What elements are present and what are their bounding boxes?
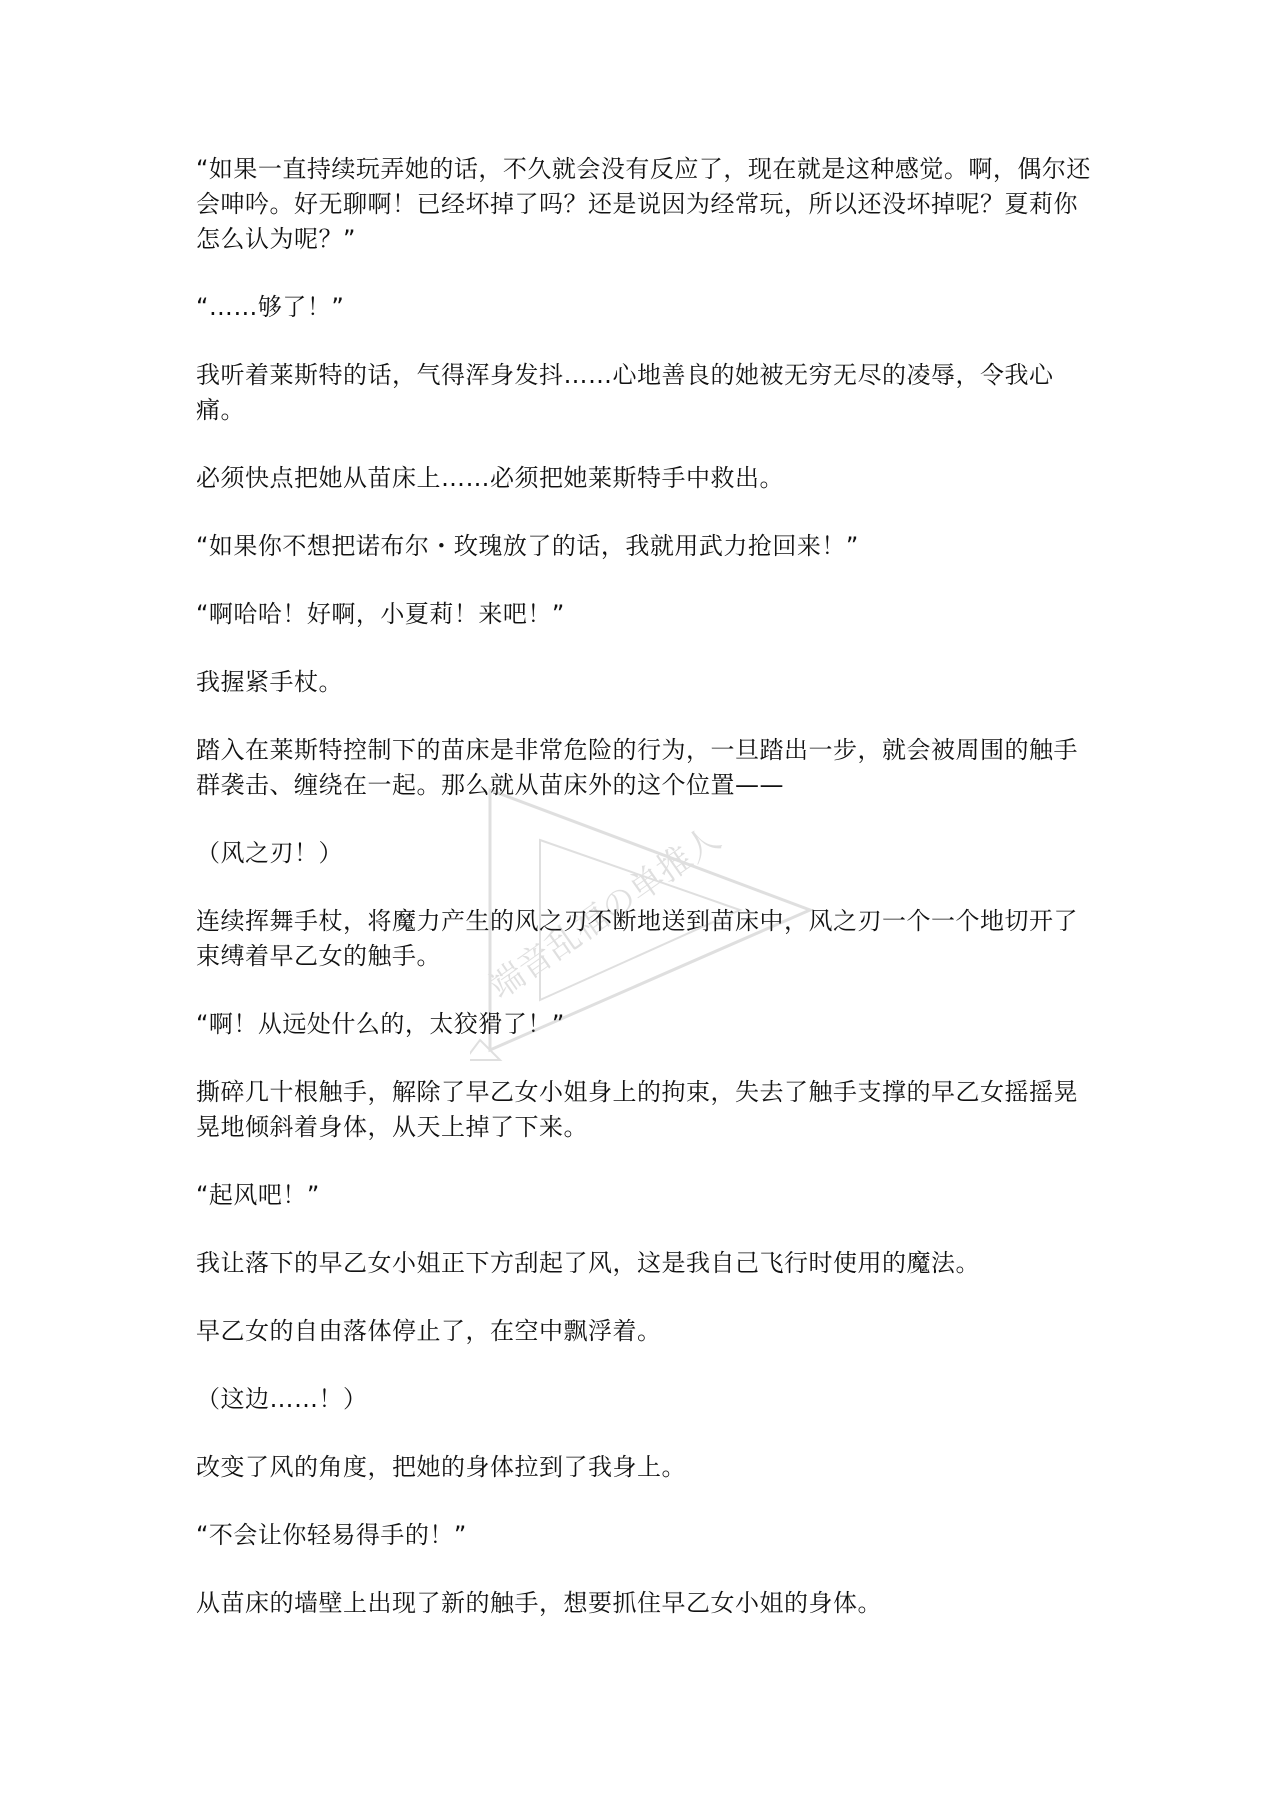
paragraph: 我让落下的早乙女小姐正下方刮起了风，这是我自己飞行时使用的魔法。: [196, 1249, 980, 1277]
paragraph: 踏入在莱斯特控制下的苗床是非常危险的行为，一旦踏出一步，就会被周围的触手群袭击、缠绕在一起。那么就从苗床外的这个位置——: [196, 736, 1078, 799]
watermark-text: 端音乱福の单推人: [482, 818, 728, 1008]
paragraph: 从苗床的墙壁上出现了新的触手，想要抓住早乙女小姐的身体。: [196, 1589, 882, 1617]
paragraph: “起风吧！”: [196, 1181, 320, 1209]
paragraph: 早乙女的自由落体停止了，在空中飘浮着。: [196, 1317, 662, 1345]
paragraph: 我握紧手杖。: [196, 668, 343, 696]
paragraph: 撕碎几十根触手，解除了早乙女小姐身上的拘束，失去了触手支撑的早乙女摇摇晃晃地倾斜着身体，从天上掉了下来。: [196, 1078, 1078, 1141]
paragraph: 连续挥舞手杖，将魔力产生的风之刃不断地送到苗床中，风之刃一个一个地切开了束缚着早乙女的触手。: [196, 907, 1078, 970]
paragraph: （这边……！）: [196, 1385, 368, 1413]
paragraph: 改变了风的角度，把她的身体拉到了我身上。: [196, 1453, 686, 1481]
paragraph: “……够了！”: [196, 293, 345, 321]
watermark: [470, 770, 830, 1070]
paragraph: “如果一直持续玩弄她的话，不久就会没有反应了，现在就是这种感觉。啊，偶尔还会呻吟。好无聊啊！已经坏掉了吗？还是说因为经常玩，所以还没坏掉呢？夏莉你怎么认为呢？”: [196, 155, 1091, 253]
paragraph: “啊！从远处什么的，太狡猾了！”: [196, 1010, 565, 1038]
paragraph: “如果你不想把诺布尔・玫瑰放了的话，我就用武力抢回来！”: [196, 532, 859, 560]
paragraph: “不会让你轻易得手的！”: [196, 1521, 467, 1549]
paragraph: 必须快点把她从苗床上……必须把她莱斯特手中救出。: [196, 464, 784, 492]
watermark-triangle-icon: [470, 770, 830, 1070]
paragraph: （风之刃！）: [196, 839, 343, 867]
paragraph: “啊哈哈！好啊，小夏莉！来吧！”: [196, 600, 565, 628]
paragraph: 我听着莱斯特的话，气得浑身发抖……心地善良的她被无穷无尽的凌辱，令我心痛。: [196, 361, 1054, 424]
